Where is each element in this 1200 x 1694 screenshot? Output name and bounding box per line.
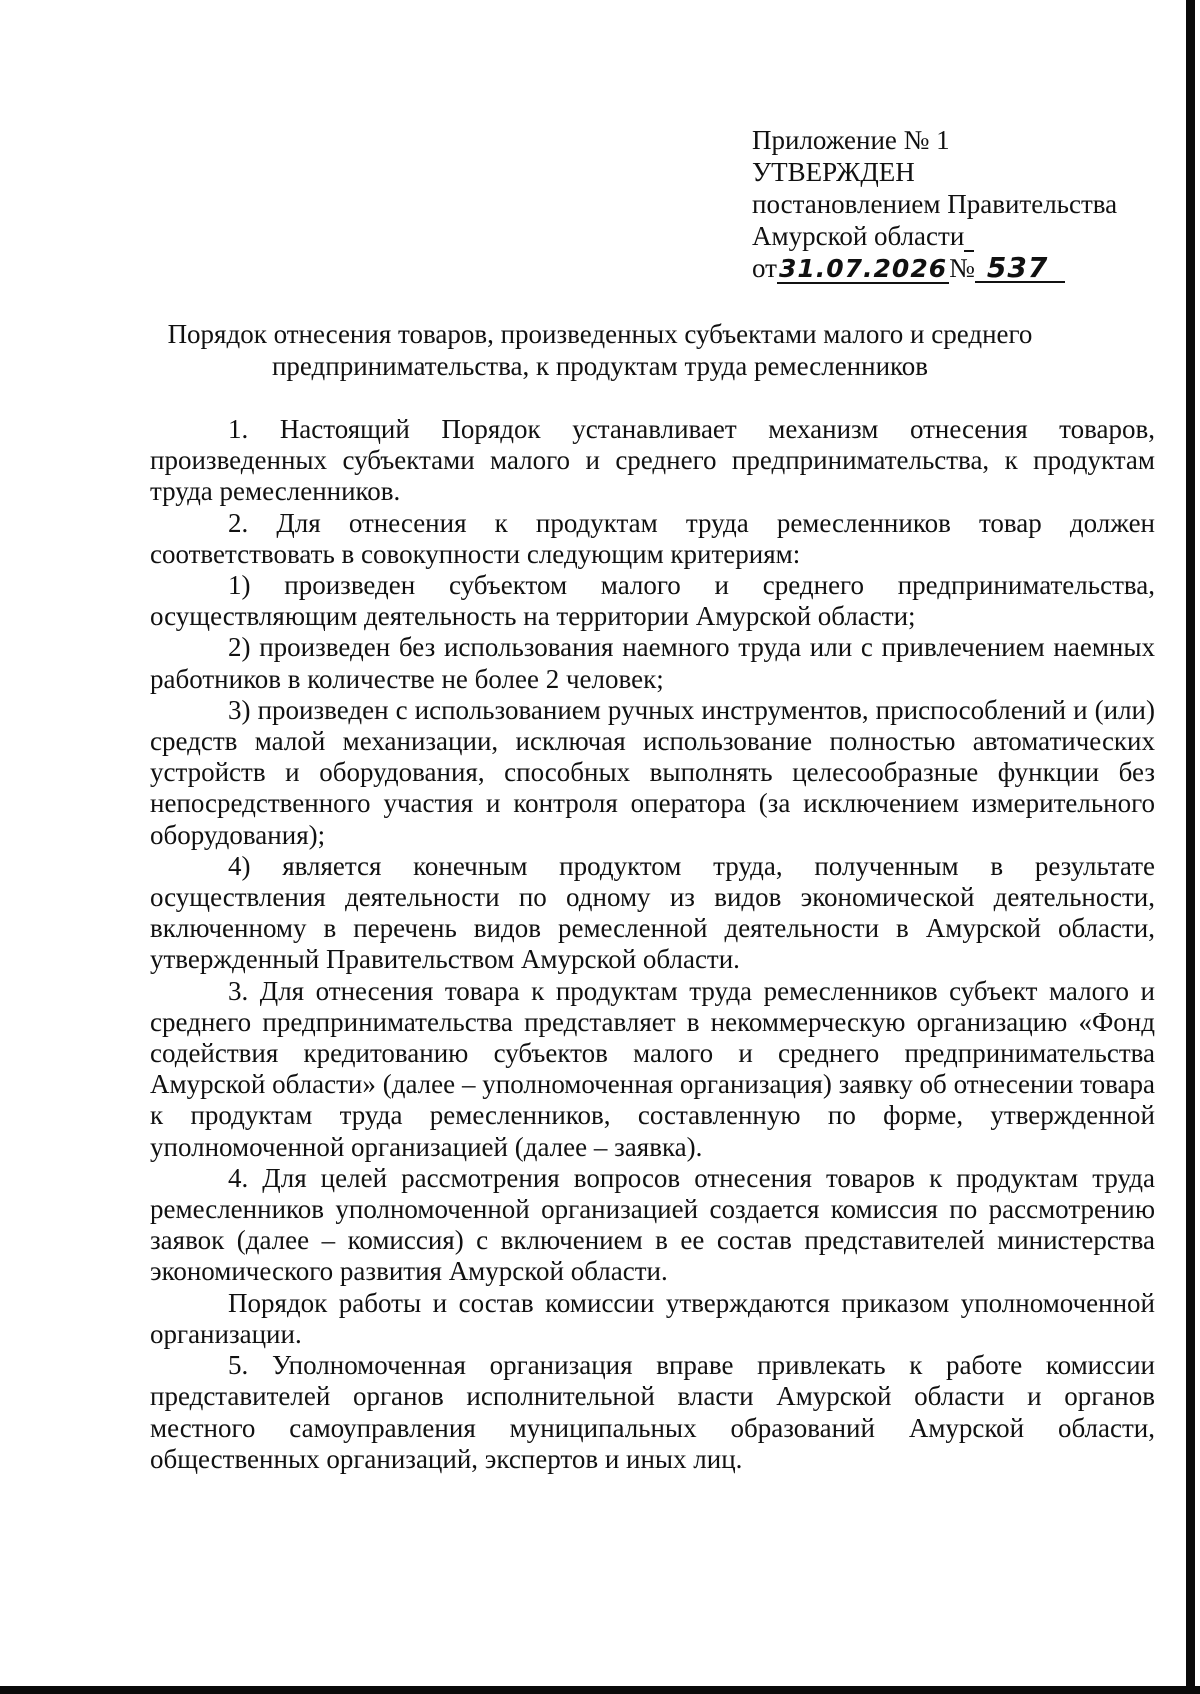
document-title-line-2: предпринимательства, к продуктам труда ремесленников [271, 351, 929, 381]
criterion-2: 2) произведен без использования наемного труда или с привлечением наемных работников в количестве не более 2 человек; [150, 632, 1155, 694]
paragraph-1: 1. Настоящий Порядок устанавливает механизм отнесения товаров, произведенных субъектами малого и среднего предпринимательства, к продуктам труда ремесленников. [150, 414, 1155, 507]
appendix-number: Приложение № 1 [752, 125, 950, 155]
document-body [150, 414, 1155, 1475]
paragraph-4: 4. Для целей рассмотрения вопросов отнесения товаров к продуктам труда ремесленников уполномоченной организацией создается комиссия по рассмотрению заявок (далее – комиссия) с включением в ее состав представителей министерства экономического развития Амурской области. [150, 1162, 1155, 1287]
underline-stub [964, 228, 974, 252]
approved-by-region-text: Амурской области [752, 221, 965, 251]
handwritten-date: 31.07.2026 [778, 254, 948, 283]
date-prefix: от [752, 253, 777, 283]
document-title [150, 318, 1050, 382]
criterion-1: 1) произведен субъектом малого и среднего предпринимательства, осуществляющим деятельность на территории Амурской области; [150, 570, 1155, 632]
paragraph-3: 3. Для отнесения товара к продуктам труда ремесленников субъект малого и среднего предпринимательства представляет в некоммерческую организацию «Фонд содействия кредитованию субъектов малого и среднего предпринимательства Амурской области» (далее – уполномоченная организация) заявку об отнесении товара к продуктам труда ремесленников, составленную по форме, утвержденной уполномоченной организацией (далее – заявка). [150, 975, 1155, 1162]
handwritten-number: 537 [975, 255, 1065, 283]
approval-date-line [752, 252, 1065, 284]
approved-by: постановлением Правительства [752, 189, 1118, 219]
paragraph-2: 2. Для отнесения к продуктам труда ремесленников товар должен соответствовать в совокупности следующим критериям: [150, 507, 1155, 569]
scan-edge-bottom [0, 1686, 1200, 1694]
criterion-3: 3) произведен с использованием ручных инструментов, приспособлений и (или) средств малой механизации, исключая использование полностью автоматических устройств и оборудования, способных выполнять целесообразные функции без непосредственного участия и контроля оператора (за исключением измерительного оборудования); [150, 694, 1155, 850]
number-prefix: № [949, 253, 975, 283]
paragraph-4-continued: Порядок работы и состав комиссии утверждаются приказом уполномоченной организации. [150, 1287, 1155, 1349]
approved-label: УТВЕРЖДЕН [752, 157, 915, 187]
scan-edge-right [1186, 0, 1195, 1694]
paragraph-5: 5. Уполномоченная организация вправе привлекать к работе комиссии представителей органов исполнительной власти Амурской области и органов местного самоуправления муниципальных образований Амурской области, общественных организаций, экспертов и иных лиц. [150, 1350, 1155, 1474]
approved-by-region [752, 220, 974, 252]
document-title-line-1: Порядок отнесения товаров, произведенных субъектами малого и среднего [167, 319, 1033, 349]
criterion-4: 4) является конечным продуктом труда, полученным в результате осуществления деятельности по одному из видов экономической деятельности, включенному в перечень видов ремесленной деятельности в Амурской области, утвержденный Правительством Амурской области. [150, 850, 1155, 975]
